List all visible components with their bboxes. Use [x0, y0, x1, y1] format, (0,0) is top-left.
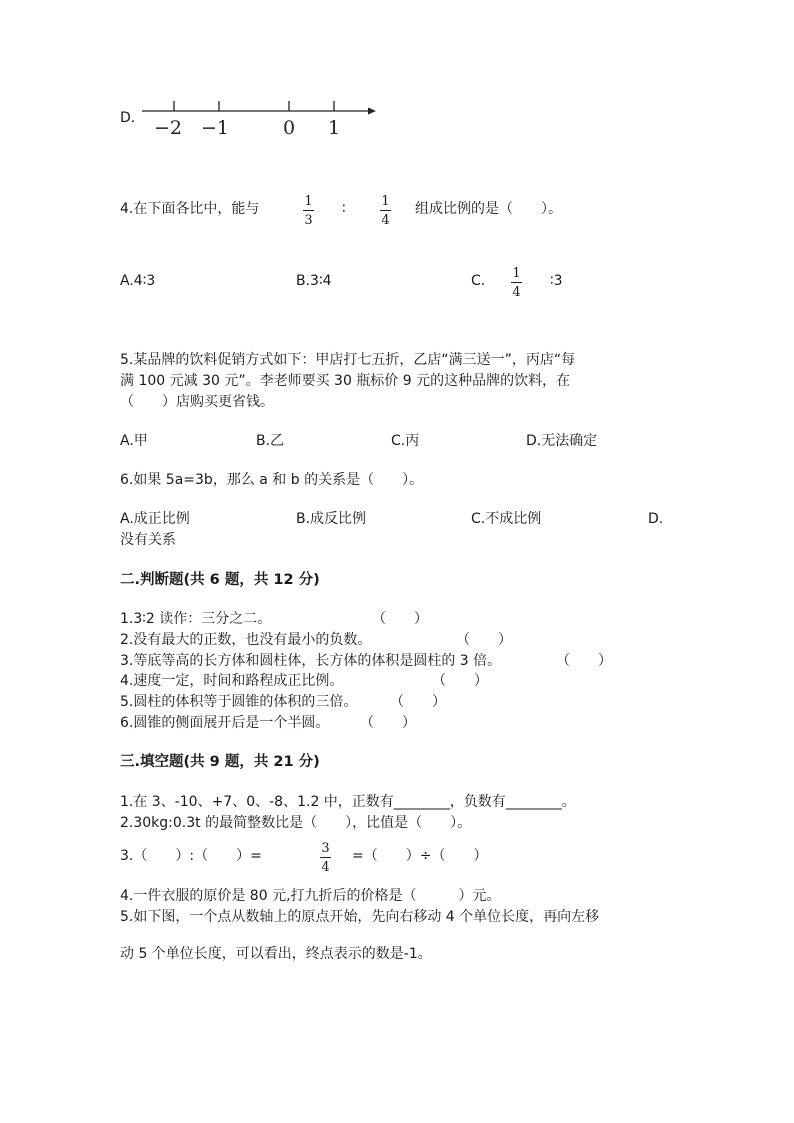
fraction-numerator: 1 [381, 194, 390, 209]
fraction-bar [511, 282, 522, 283]
q4-option-c-fraction [511, 266, 522, 300]
fill-item-3-fraction [320, 841, 331, 875]
fraction-bar [320, 857, 331, 858]
judge-item-4: 4.速度一定，时间和路程成正比例。 [120, 673, 344, 689]
fill-item-3-right: =（ ）÷（ ） [352, 848, 488, 864]
q5-stem-line2: 满 100 元减 30 元”。李老师要买 30 瓶标价 9 元的这种品牌的饮料，在 [120, 373, 571, 389]
tick-label: 0 [282, 117, 296, 139]
q6-option-d-continued: 没有关系 [120, 532, 176, 548]
fraction-numerator: 1 [304, 194, 313, 209]
q5-option-d: D.无法确定 [526, 433, 598, 449]
fill-item-1: 1.在 3、-10、+7、0、-8、1.2 中，正数有________，负数有________。 [120, 794, 576, 810]
judge-item-2: 2.没有最大的正数，也没有最小的负数。 [120, 632, 372, 648]
number-line-arrow [368, 108, 376, 115]
judge-item-5: 5.圆柱的体积等于圆锥的体积的三倍。 [120, 694, 358, 710]
q6-option-c: C.不成比例 [471, 511, 542, 527]
judge-item-6-blank: （ ） [360, 715, 416, 731]
judge-item-2-blank: （ ） [456, 632, 512, 648]
fill-item-4: 4.一件衣服的原价是 80 元,打九折后的价格是（ ）元。 [120, 888, 501, 904]
judge-item-5-blank: （ ） [390, 694, 446, 710]
fill-item-5-line2: 动 5 个单位长度，可以看出，终点表示的数是-1。 [120, 946, 432, 962]
fraction-denominator: 4 [512, 285, 521, 300]
q4-option-a: A.4∶3 [120, 273, 156, 289]
q4-fraction-one-third [303, 194, 314, 228]
fill-item-2: 2.30kg:0.3t 的最简整数比是（ ），比值是（ ）。 [120, 815, 472, 831]
tick-label: 1 [327, 117, 341, 139]
q6-stem: 6.如果 5a=3b，那么 a 和 b 的关系是（ ）。 [120, 472, 424, 488]
q4-fraction-one-quarter [380, 194, 391, 228]
fraction-numerator: 3 [321, 841, 330, 856]
tick-label: −2 [153, 117, 183, 139]
section-3-heading: 三.填空题(共 9 题，共 21 分) [120, 754, 320, 770]
q6-option-a: A.成正比例 [120, 511, 190, 527]
q4-option-c-suffix: ∶3 [550, 273, 563, 289]
fill-item-3-left: 3.（ ）:（ ）= [120, 848, 262, 864]
q4-stem-start: 4.在下面各比中，能与 [120, 201, 260, 217]
section-2-heading: 二.判断题(共 6 题，共 12 分) [120, 572, 320, 588]
q5-option-b: B.乙 [256, 433, 285, 449]
q4-option-c-prefix: C. [471, 273, 486, 289]
fraction-bar [380, 210, 391, 211]
q4-option-b: B.3∶4 [296, 273, 332, 289]
q5-stem-line1: 5.某品牌的饮料促销方式如下：甲店打七五折，乙店“满三送一”，丙店“每 [120, 352, 576, 368]
q4-stem-end: 组成比例的是（ ）。 [415, 201, 562, 217]
judge-item-6: 6.圆锥的侧面展开后是一个半圆。 [120, 715, 330, 731]
fraction-denominator: 4 [381, 213, 390, 228]
tick-label: −1 [200, 117, 230, 139]
fraction-bar [303, 210, 314, 211]
judge-item-1: 1.3∶2 读作：三分之二。 [120, 611, 272, 627]
fraction-denominator: 4 [321, 860, 330, 875]
judge-item-4-blank: （ ） [432, 673, 488, 689]
q5-option-a: A.甲 [120, 433, 148, 449]
fill-item-5-line1: 5.如下图，一个点从数轴上的原点开始，先向右移动 4 个单位长度，再向左移 [120, 909, 600, 925]
q5-stem-line3: （ ）店购买更省钱。 [120, 394, 274, 410]
q5-option-c: C.丙 [391, 433, 420, 449]
fraction-numerator: 1 [512, 266, 521, 281]
judge-item-3-blank: （ ） [556, 653, 612, 669]
q3-option-d-label: D. [120, 110, 136, 126]
number-line-diagram [138, 95, 388, 140]
judge-item-1-blank: （ ） [372, 611, 428, 627]
fraction-denominator: 3 [304, 213, 313, 228]
q4-ratio-colon: ∶ [342, 201, 346, 217]
q6-option-b: B.成反比例 [296, 511, 367, 527]
judge-item-3: 3.等底等高的长方体和圆柱体，长方体的体积是圆柱的 3 倍。 [120, 653, 502, 669]
q6-option-d: D. [648, 511, 664, 527]
